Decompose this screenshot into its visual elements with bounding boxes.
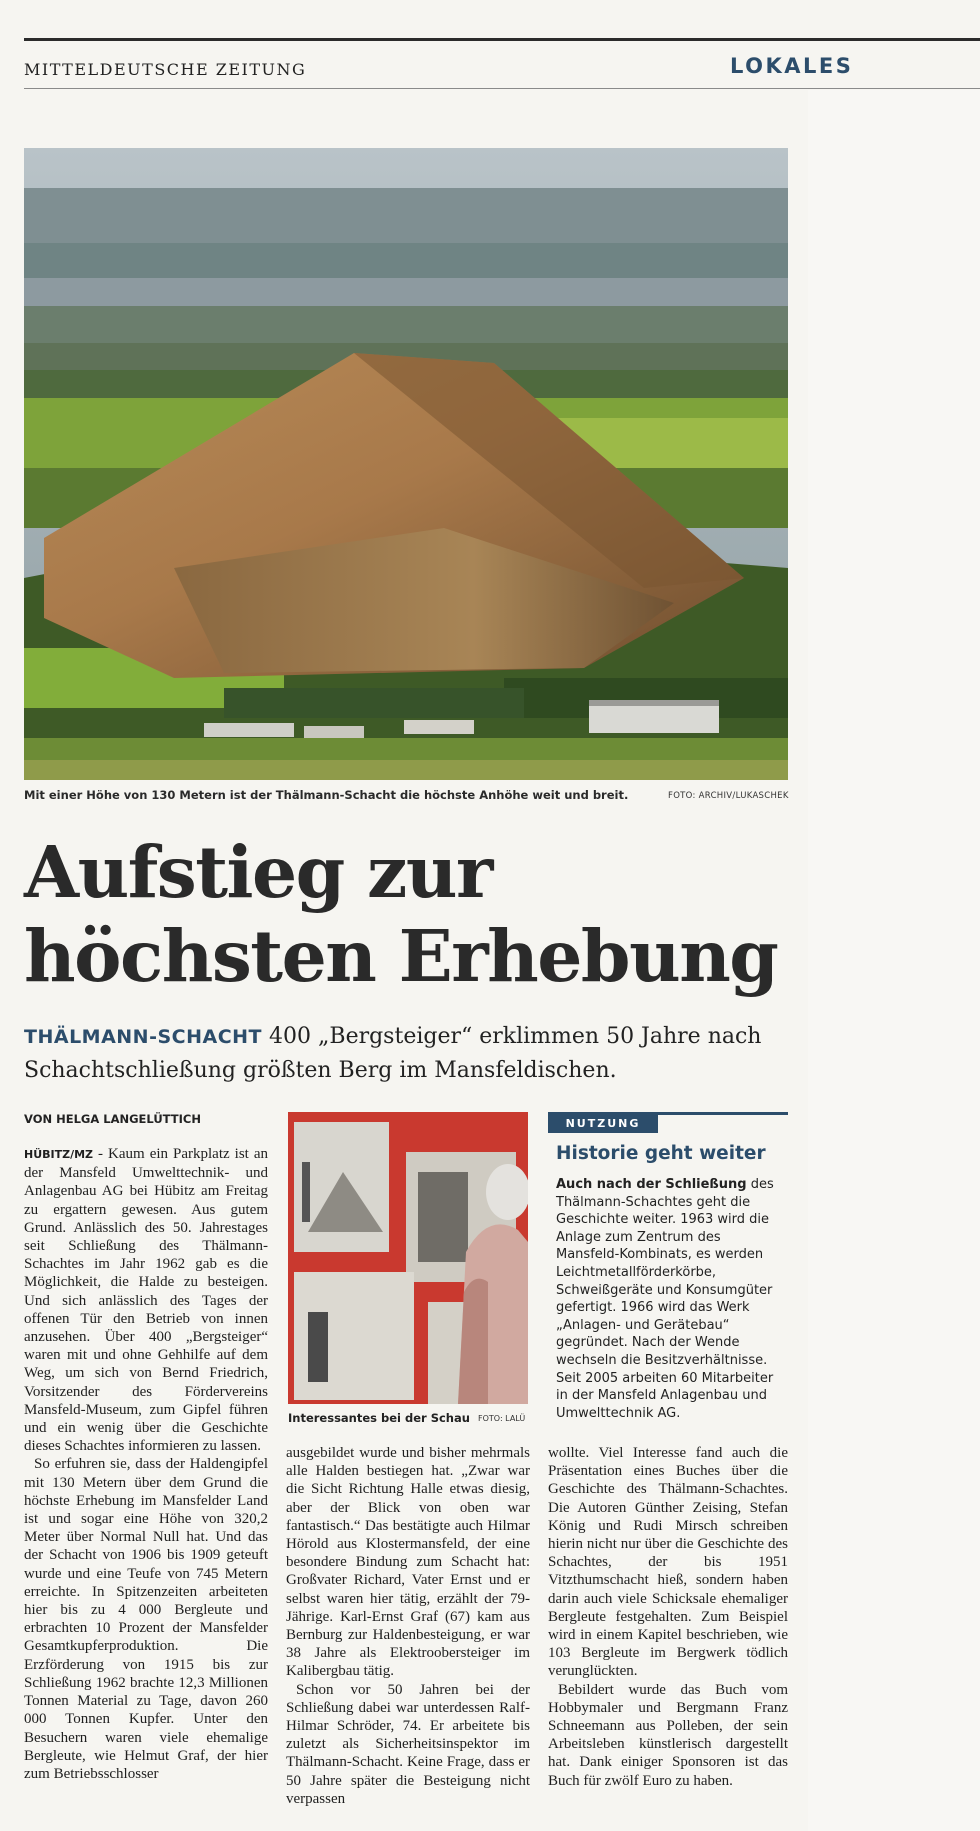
subhead-text: 400 „Bergsteiger“ erklimmen 50 Jahre nach Schachtschließung größten Berg im Mansfeldischen. [24, 1024, 762, 1083]
kicker: THÄLMANN-SCHACHT [24, 1026, 263, 1048]
top-rule [24, 38, 980, 41]
subheadline [24, 1020, 784, 1088]
page-margin [808, 90, 980, 1831]
photo-caption: Mit einer Höhe von 130 Metern ist der Thälmann-Schacht die höchste Anhöhe weit und breit. [24, 788, 629, 802]
paragraph-text: - Kaum ein Parkplatz ist an der Mansfeld Umwelttechnik- und Anlagenbau AG bei Hübitz am Freitag zu ergattern gewesen. Aus gutem Grund. Anlässlich des 50. Jahrestages seit Schließung des Thälmann-Schachtes im Jahr 1962 gab es die Möglichkeit, die Halde zu besteigen. Und sich anlässlich des Tages der offenen Tür den Betrieb von innen anzusehen. Über 400 „Bergsteiger“ waren mit und ohne Gehhilfe auf dem Weg, um sich von Bernd Friedrich, Vorsitzender des Fördervereins Mansfeld-Museum, zum Gipfel führen und ein wenig über die Geschichte dieses Schachtes informieren zu lassen. [24, 1146, 268, 1455]
paper-name: MITTELDEUTSCHE ZEITUNG [24, 60, 307, 79]
article-column [24, 1145, 268, 1783]
inset-credit: FOTO: LALÜ [478, 1414, 526, 1423]
paragraph: wollte. Viel Interesse fand auch die Präsentation eines Buches über die Geschichte des Thälmann-Schachtes. Die Autoren Günther Zeising, Stefan König und Rudi Mirsch schreiben hierin nicht nur über die Geschichte des Schachtes, der bis 1951 Vitzthumschacht hieß, sondern haben darin auch viele Schicksale ehemaliger Bergleute festgehalten. Zum Beispiel wird in einem Kapitel beschrieben, wie 103 Bergleute im Bergwerk tödlich verunglückten. [548, 1445, 788, 1680]
dateline: HÜBITZ/MZ [24, 1148, 94, 1161]
article-column [286, 1444, 530, 1808]
photo-credit: FOTO: ARCHIV/LUKASCHEK [668, 791, 789, 801]
article-column [548, 1444, 788, 1790]
section-title: LOKALES [730, 54, 854, 78]
exhibition-photo [288, 1112, 528, 1404]
headline-line: höchsten Erhebung [24, 914, 778, 998]
byline: VON HELGA LANGELÜTTICH [24, 1112, 201, 1126]
infobox-lead: Auch nach der Schließung [556, 1177, 747, 1192]
header-rule [24, 88, 980, 89]
headline-line: Aufstieg zur [24, 830, 492, 914]
paragraph: Bebildert wurde das Buch vom Hobbymaler und Bergmann Franz Schneemann aus Polleben, der sein Arbeitsleben künstlerisch dargestellt hat. Dank einiger Sponsoren ist das Buch für zwölf Euro zu haben. [548, 1681, 788, 1789]
paragraph: So erfuhren sie, dass der Haldengipfel mit 130 Metern über dem Grund die höchste Erhebung im Mansfelder Land ist und sogar eine Höhe von 320,2 Meter über Normal Null hat. Und das der Schacht von 1906 bis 1909 geteuft wurde und eine Teufe von 745 Metern erreichte. In Spitzenzeiten arbeiteten hier bis zu 4 000 Bergleute und erbrachten 10 Prozent der Mansfelder Gesamtkupferproduktion. Die Erzförderung von 1915 bis zur Schließung 1962 brachte 12,3 Millionen Tonnen Material zu Tage, davon 260 000 Tonnen Kupfer. Unter den Besuchern waren viele ehemalige Bergleute, wie Helmut Graf, der hier zum Betriebsschlosser [24, 1456, 268, 1782]
inset-caption: Interessantes bei der Schau [288, 1411, 470, 1425]
infobox-title: Historie geht weiter [556, 1143, 766, 1164]
paragraph: Schon vor 50 Jahren bei der Schließung dabei war unterdessen Ralf-Hilmar Schröder, 74. Er arbeitete bis zuletzt als Sicherheitsinspektor im Thälmann-Schacht. Keine Frage, dass er 50 Jahre später die Besteigung nicht verpassen [286, 1681, 530, 1807]
infobox-text [556, 1176, 788, 1422]
infobox-tag: NUTZUNG [548, 1115, 658, 1133]
spoil-heap-photo [24, 148, 788, 780]
headline [24, 830, 784, 998]
infobox-body: des Thälmann-Schachtes geht die Geschichte weiter. 1963 wird die Anlage zum Zentrum des Mansfeld-Kombinats, es werden Leichtmetallförderkörbe, Schweißgeräte und Konsumgüter gefertigt. 1966 wird das Werk „Anlagen- und Gerätebau“ gegründet. Nach der Wende wechseln die Besitzverhältnisse. Seit 2005 arbeiten 60 Mitarbeiter in der Mansfeld Anlagenbau und Umwelttechnik AG. [556, 1177, 774, 1421]
paragraph [24, 1145, 268, 1455]
paragraph: ausgebildet wurde und bisher mehrmals alle Halden bestiegen hat. „Zwar war die Sicht Richtung Halle etwas diesig, aber der Blick von oben war fantastisch.“ Das bestätigte auch Hilmar Hörold aus Klostermansfeld, der eine besondere Bindung zum Schacht hat: Großvater Richard, Vater Ernst und er selbst waren hier tätig, erzählt der 79-Jährige. Karl-Ernst Graf (67) kam aus Bernburg zur Haldenbesteigung, er war 38 Jahre als Elektroobersteiger im Kalibergbau tätig. [286, 1445, 530, 1680]
